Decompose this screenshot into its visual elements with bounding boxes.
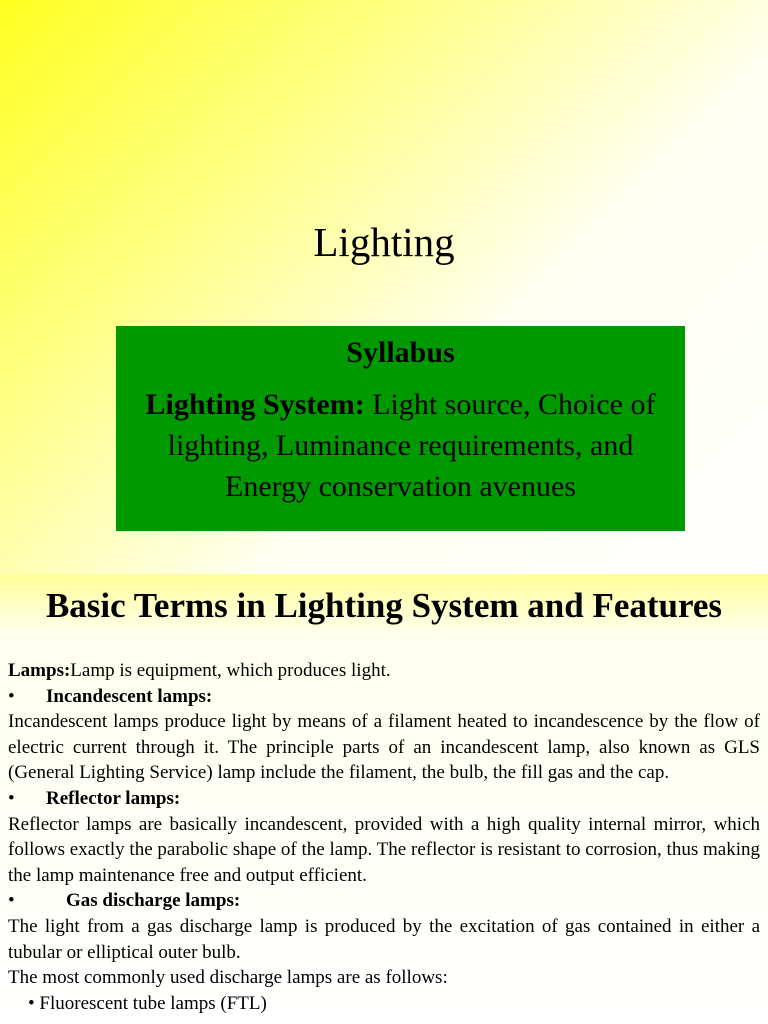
bullet-gas-discharge bbox=[8, 888, 760, 914]
bullet-reflector bbox=[8, 786, 760, 812]
gas-title: Gas discharge lamps: bbox=[66, 890, 241, 912]
reflector-paragraph: Reflector lamps are basically incandescent, provided with a high quality internal mirror, which follows exactly the parabolic shape of the lamp. The reflector is resistant to corrosion, thus making the lamp maintenance free and output efficient. bbox=[8, 813, 760, 886]
reflector-title: Reflector lamps: bbox=[46, 787, 181, 809]
document-page bbox=[0, 574, 768, 1024]
common-lamps-paragraph: The most commonly used discharge lamps are as follows: bbox=[8, 967, 448, 989]
syllabus-body: Light source, Choice of lighting, Luminance requirements, and Energy conservation avenues bbox=[167, 388, 656, 503]
slide-title: Lighting bbox=[313, 219, 455, 265]
bullet-dot: • bbox=[8, 685, 15, 707]
syllabus-box bbox=[116, 326, 685, 531]
incandescent-paragraph: Incandescent lamps produce light by means of a filament heated to incandescence by the flow of electric current through it. The principle parts of an incandescent lamp, also known as GLS (General Lighting Service) lamp include the filament, the bulb, the fill gas and the cap. bbox=[8, 711, 760, 784]
bullet-dot: • bbox=[8, 787, 15, 809]
page-content bbox=[8, 658, 760, 1016]
sub-item-ftl bbox=[8, 991, 760, 1017]
lamps-paragraph bbox=[8, 658, 760, 684]
syllabus-lead: Lighting System: bbox=[145, 388, 365, 421]
lamps-label: Lamps: bbox=[8, 660, 71, 681]
bullet-dot: • bbox=[8, 890, 15, 912]
sub-item-text: Fluorescent tube lamps (FTL) bbox=[39, 992, 267, 1014]
bullet-incandescent bbox=[8, 684, 760, 710]
page-heading: Basic Terms in Lighting System and Features bbox=[45, 586, 723, 625]
lamps-text: Lamp is equipment, which produces light. bbox=[70, 660, 391, 681]
incandescent-title: Incandescent lamps: bbox=[46, 685, 213, 707]
syllabus-heading: Syllabus bbox=[346, 336, 455, 369]
syllabus-text bbox=[116, 384, 685, 507]
gas-paragraph: The light from a gas discharge lamp is produced by the excitation of gas contained in either a tubular or elliptical outer bulb. bbox=[8, 915, 760, 963]
sub-item-dot: • bbox=[28, 992, 35, 1014]
